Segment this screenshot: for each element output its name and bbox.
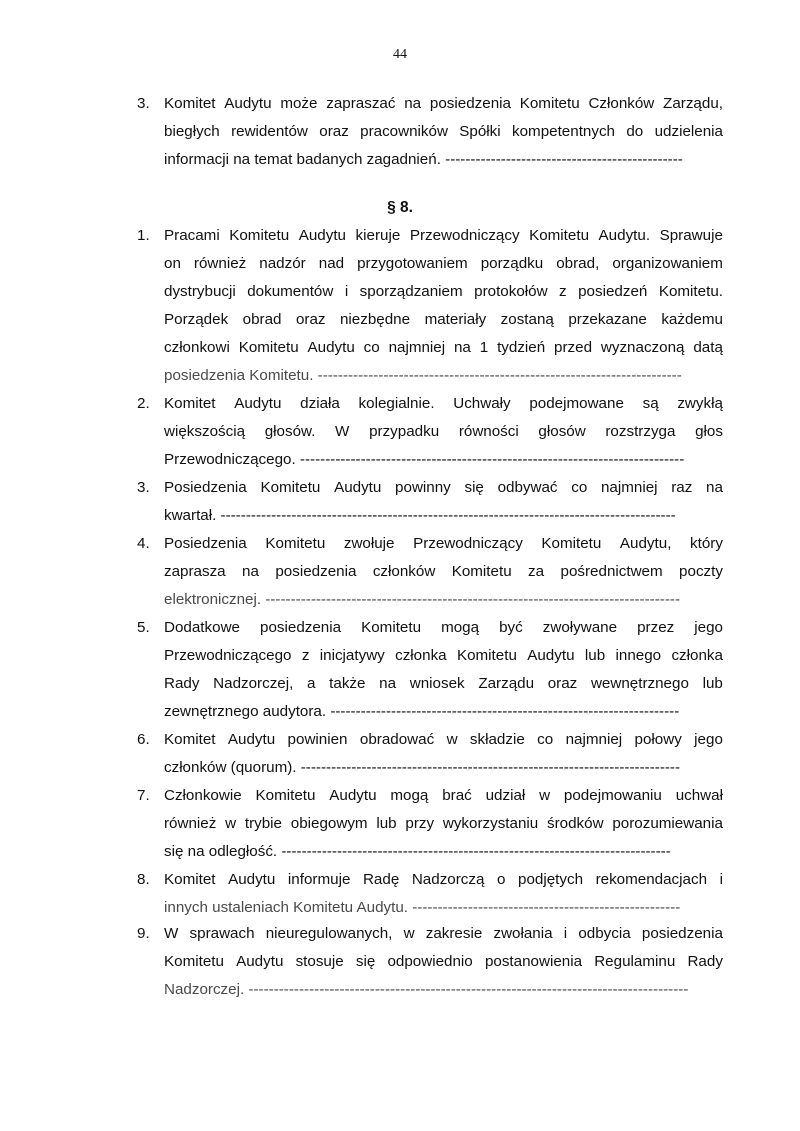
paragraph-line: Porządek obrad oraz niezbędne materiały zostaną przekazane każdemu bbox=[164, 311, 723, 328]
item-number: 7. bbox=[137, 787, 150, 804]
paragraph-line: również w trybie obiegowym lub przy wykorzystaniu środków porozumiewania bbox=[164, 815, 723, 832]
paragraph-line: Komitet Audytu informuje Radę Nadzorczą o podjętych rekomendacjach i bbox=[164, 871, 723, 888]
paragraph-line: większością głosów. W przypadku równości głosów rozstrzyga głos bbox=[164, 423, 723, 440]
list-item bbox=[137, 726, 723, 782]
item-number: 9. bbox=[137, 925, 150, 942]
paragraph-line: zaprasza na posiedzenia członków Komitetu za pośrednictwem poczty bbox=[164, 563, 723, 580]
list-item bbox=[137, 920, 723, 1004]
paragraph-line: biegłych rewidentów oraz pracowników Spółki kompetentnych do udzielenia bbox=[164, 123, 723, 140]
paragraph-line: Posiedzenia Komitetu zwołuje Przewodniczący Komitetu Audytu, który bbox=[164, 535, 723, 552]
paragraph-line: Pracami Komitetu Audytu kieruje Przewodniczący Komitetu Audytu. Sprawuje bbox=[164, 227, 723, 244]
list-item bbox=[137, 222, 723, 390]
item-number: 6. bbox=[137, 731, 150, 748]
paragraph-line: informacji na temat badanych zagadnień. ----------------------------------------------- bbox=[164, 151, 683, 168]
item-number: 5. bbox=[137, 619, 150, 636]
section-title: § 8. bbox=[387, 199, 413, 216]
paragraph-line: on również nadzór nad przygotowaniem porządku obrad, organizowaniem bbox=[164, 255, 723, 272]
item-number: 2. bbox=[137, 395, 150, 412]
paragraph-line: Członkowie Komitetu Audytu mogą brać udział w podejmowaniu uchwał bbox=[164, 787, 723, 804]
paragraph-line: Dodatkowe posiedzenia Komitetu mogą być zwoływane przez jego bbox=[164, 619, 723, 636]
list-item bbox=[137, 390, 723, 474]
paragraph-line: posiedzenia Komitetu. ------------------------------------------------------------------------ bbox=[164, 367, 682, 384]
paragraph-line: W sprawach nieuregulowanych, w zakresie zwołania i odbycia posiedzenia bbox=[164, 925, 723, 942]
paragraph-line: członków (quorum). --------------------------------------------------------------------------- bbox=[164, 759, 681, 776]
list-item bbox=[137, 866, 723, 922]
item-number: 1. bbox=[137, 227, 150, 244]
paragraph-line: Przewodniczącego. ---------------------------------------------------------------------------- bbox=[164, 451, 685, 468]
list-item bbox=[137, 530, 723, 614]
paragraph-line: zewnętrznego audytora. --------------------------------------------------------------------- bbox=[164, 703, 680, 720]
paragraph-line: Komitet Audytu powinien obradować w składzie co najmniej połowy jego bbox=[164, 731, 723, 748]
paragraph-line: kwartał. ------------------------------------------------------------------------------------------ bbox=[164, 507, 676, 524]
paragraph-line: elektronicznej. ---------------------------------------------------------------------------------- bbox=[164, 591, 681, 608]
list-item bbox=[137, 90, 723, 174]
paragraph-line: się na odległość. ----------------------------------------------------------------------------- bbox=[164, 843, 671, 860]
paragraph-line: Komitet Audytu działa kolegialnie. Uchwały podejmowane są zwykłą bbox=[164, 395, 723, 412]
item-number: 8. bbox=[137, 871, 150, 888]
list-item bbox=[137, 782, 723, 866]
paragraph-line: członkowi Komitetu Audytu co najmniej na 1 tydzień przed wyznaczoną datą bbox=[164, 339, 723, 356]
item-number: 3. bbox=[137, 95, 150, 112]
paragraph-line: Rady Nadzorczej, a także na wniosek Zarządu oraz wewnętrznego lub bbox=[164, 675, 723, 692]
paragraph-line: Nadzorczej. --------------------------------------------------------------------------------------- bbox=[164, 981, 689, 998]
paragraph-line: Komitetu Audytu stosuje się odpowiednio postanowienia Regulaminu Rady bbox=[164, 953, 723, 970]
list-item bbox=[137, 614, 723, 726]
paragraph-line: Przewodniczącego z inicjatywy członka Komitetu Audytu lub innego członka bbox=[164, 647, 723, 664]
item-number: 3. bbox=[137, 479, 150, 496]
paragraph-line: dystrybucji dokumentów i sporządzaniem protokołów z posiedzeń Komitetu. bbox=[164, 283, 723, 300]
item-number: 4. bbox=[137, 535, 150, 552]
paragraph-line: Komitet Audytu może zapraszać na posiedzenia Komitetu Członków Zarządu, bbox=[164, 95, 723, 112]
paragraph-line: Posiedzenia Komitetu Audytu powinny się odbywać co najmniej raz na bbox=[164, 479, 723, 496]
paragraph-line: innych ustaleniach Komitetu Audytu. ----------------------------------------------------- bbox=[164, 899, 681, 916]
page-number: 44 bbox=[393, 47, 407, 62]
list-item bbox=[137, 474, 723, 530]
